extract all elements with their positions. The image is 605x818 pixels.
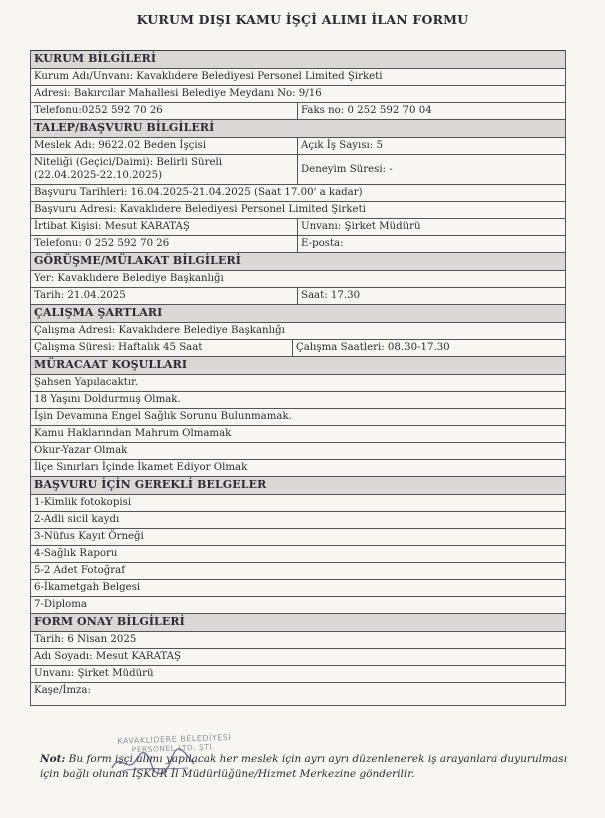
work-duration: Çalışma Süresi: Haftalık 45 Saat [31, 340, 293, 357]
institution-name: Kurum Adı/Unvanı: Kavaklıdere Belediyesi Personel Limited Şirketi [31, 69, 566, 86]
document-item: 4-Sağlık Raporu [31, 546, 566, 563]
footnote [40, 752, 570, 782]
institution-phone: Telefonu:0252 592 70 26 [31, 103, 298, 120]
work-address: Çalışma Adresi: Kavaklıdere Belediye Başkanlığı [31, 323, 566, 340]
contact-email: E-posta: [298, 236, 566, 253]
section-heading-kurum: KURUM BİLGİLERİ [31, 51, 566, 69]
stamp-signature-field: Kaşe/İmza: [31, 683, 566, 706]
profession-name: Meslek Adı: 9622.02 Beden İşçisi [31, 138, 298, 155]
interview-date: Tarih: 21.04.2025 [31, 288, 298, 305]
interview-time: Saat: 17.30 [298, 288, 566, 305]
contact-title: Unvanı: Şirket Müdürü [298, 219, 566, 236]
interview-place: Yer: Kavaklıdere Belediye Başkanlığı [31, 271, 566, 288]
section-heading-gorusme: GÖRÜŞME/MÜLAKAT BİLGİLERİ [31, 253, 566, 271]
condition-item: İşin Devamına Engel Sağlık Sorunu Bulunmamak. [31, 409, 566, 426]
section-heading-onay: FORM ONAY BİLGİLERİ [31, 614, 566, 632]
condition-item: İlçe Sınırları İçinde İkamet Ediyor Olmak [31, 460, 566, 477]
announcement-form-table [30, 50, 566, 706]
document-item: 5-2 Adet Fotoğraf [31, 563, 566, 580]
page-title: KURUM DIŞI KAMU İŞÇİ ALIMI İLAN FORMU [136, 12, 469, 27]
stamp-line2: PERSONEL LTD. ŞTİ. [131, 742, 216, 755]
application-dates: Başvuru Tarihleri: 16.04.2025-21.04.2025 (Saat 17.00' a kadar) [31, 185, 566, 202]
experience-duration: Deneyim Süresi: - [298, 155, 566, 185]
work-hours: Çalışma Saatleri: 08.30-17.30 [293, 340, 566, 357]
approver-title: Unvanı: Şirket Müdürü [31, 666, 566, 683]
section-heading-muracaat: MÜRACAAT KOŞULLARI [31, 357, 566, 375]
section-heading-calisma: ÇALIŞMA ŞARTLARI [31, 305, 566, 323]
section-heading-talep: TALEP/BAŞVURU BİLGİLERİ [31, 120, 566, 138]
condition-item: Şahsen Yapılacaktır. [31, 375, 566, 392]
document-item: 1-Kimlik fotokopisi [31, 495, 566, 512]
note-text: Bu form işçi alımı yapılacak her meslek için ayrı ayrı düzenlenerek iş arayanlara duyurulması için bağlı olunan İŞKUR İl Müdürlüğüne/Hizmet Merkezine gönderilir. [40, 753, 567, 780]
condition-item: Kamu Haklarından Mahrum Olmamak [31, 426, 566, 443]
open-positions: Açık İş Sayısı: 5 [298, 138, 566, 155]
document-item: 6-İkametgah Belgesi [31, 580, 566, 597]
note-label: Not: [40, 753, 66, 765]
stamp-line1: KAVAKLIDERE BELEDİYESİ [117, 732, 232, 746]
document-item: 3-Nüfus Kayıt Örneği [31, 529, 566, 546]
condition-item: 18 Yaşını Doldurmuş Olmak. [31, 392, 566, 409]
institution-fax: Faks no: 0 252 592 70 04 [298, 103, 566, 120]
position-nature-line1: Niteliği (Geçici/Daimi): Belirli Süreli [34, 157, 223, 168]
position-nature [31, 155, 298, 185]
contact-phone: Telefonu: 0 252 592 70 26 [31, 236, 298, 253]
application-address: Başvuru Adresi: Kavaklıdere Belediyesi Personel Limited Şirketi [31, 202, 566, 219]
section-heading-belgeler: BAŞVURU İÇİN GEREKLİ BELGELER [31, 477, 566, 495]
condition-item: Okur-Yazar Olmak [31, 443, 566, 460]
document-item: 7-Diploma [31, 597, 566, 614]
approver-name: Adı Soyadı: Mesut KARATAŞ [31, 649, 566, 666]
institution-address: Adresi: Bakırcılar Mahallesi Belediye Meydanı No: 9/16 [31, 86, 566, 103]
approval-date: Tarih: 6 Nisan 2025 [31, 632, 566, 649]
position-nature-line2: (22.04.2025-22.10.2025) [34, 170, 163, 182]
document-item: 2-Adli sicil kaydı [31, 512, 566, 529]
contact-person: İrtibat Kişisi: Mesut KARATAŞ [31, 219, 298, 236]
